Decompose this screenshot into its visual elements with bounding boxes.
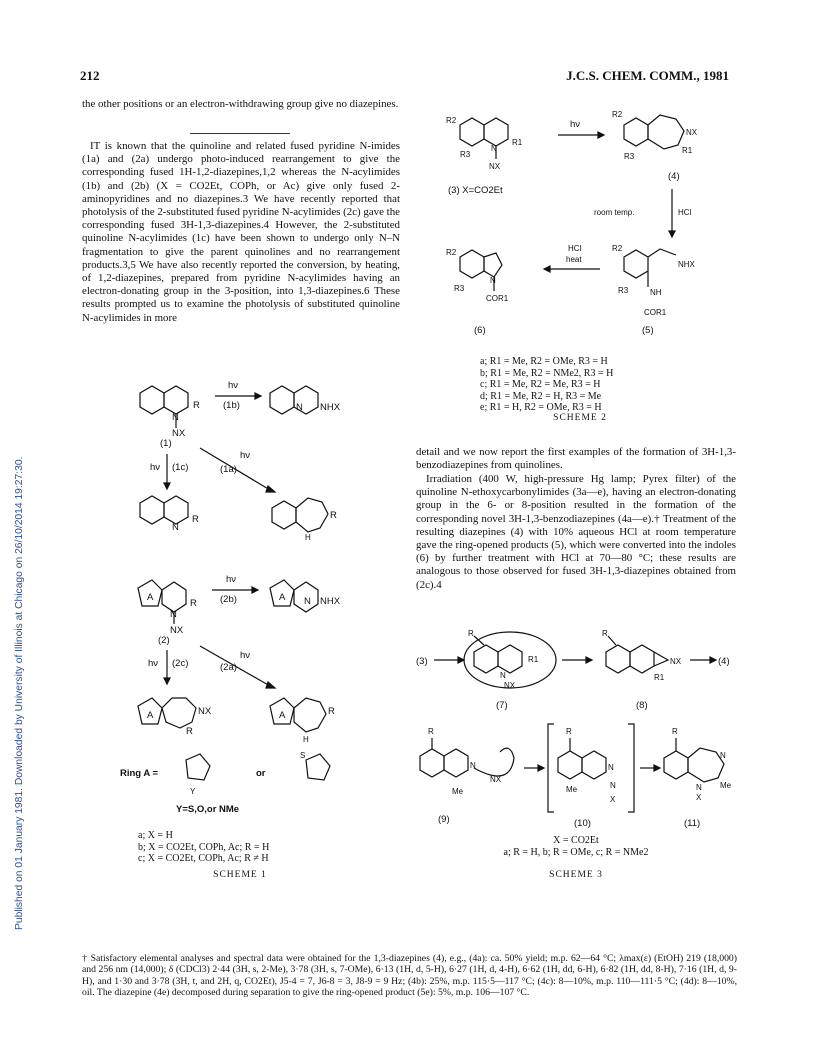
r3-label: R3 [460, 150, 471, 159]
n-atom-label: N [500, 671, 506, 680]
ring-a-label: A [147, 592, 154, 603]
nx-label: NX [504, 681, 516, 690]
hcl-label: HCl [568, 244, 582, 253]
ring-a-definition: Ring A = [120, 768, 159, 779]
compound-2-label: (2) [158, 635, 170, 646]
compound-4-label: (4) [668, 171, 680, 182]
nhx-label: NHX [320, 402, 341, 413]
r-substituent-label: R [566, 727, 572, 736]
n-atom-label: N [170, 609, 177, 620]
nh-label: NH [650, 288, 662, 297]
compound-5 [612, 244, 696, 336]
nx-label: NX [198, 706, 212, 717]
compound-3-ref: (3) [416, 656, 428, 667]
arrowhead-icon [266, 486, 275, 492]
or-label: or [256, 768, 266, 779]
results-paragraph-1: detail and we now report the first examples of the formation of 3H-1,3-benzodiazepines from quinolines. [416, 446, 736, 472]
compound-3 [446, 116, 523, 196]
nhx-label: NHX [320, 596, 341, 607]
n-atom-label: N [720, 751, 726, 760]
arrowhead-icon [538, 765, 544, 771]
cor1-label: COR1 [486, 294, 509, 303]
nx-label: NX [686, 128, 698, 137]
page-number: 212 [80, 68, 100, 83]
nhx-label: NHX [678, 260, 695, 269]
nx-label: NX [670, 657, 682, 666]
scheme2-legend-e: e; R1 = H, R2 = OMe, R3 = H [480, 402, 602, 413]
scheme1-caption: SCHEME 1 [213, 870, 267, 880]
compound-11-label: (11) [684, 818, 701, 829]
reaction-1c-label: (1c) [172, 462, 189, 473]
y-definition: Y=S,O,or NMe [176, 804, 240, 815]
r3-label: R3 [624, 152, 635, 161]
arrowhead-icon [164, 483, 170, 489]
methyl-label: Me [566, 785, 578, 794]
r1-label: R1 [512, 138, 523, 147]
scheme3-legend [416, 835, 736, 858]
quinoline-product [140, 496, 199, 533]
journal-header: J.C.S. CHEM. COMM., 1981 [566, 68, 729, 83]
scheme2-figure [440, 105, 740, 350]
fused-aminopyridine-product [270, 580, 341, 612]
arrowhead-icon [710, 657, 716, 663]
n-atom-label: N [470, 761, 476, 770]
arrowhead-icon [458, 657, 464, 663]
compound-1 [140, 386, 200, 449]
intermediate-10 [548, 724, 634, 829]
nx-label: NX [172, 428, 186, 439]
r-substituent-label: R [428, 727, 434, 736]
arrowhead-icon [252, 587, 258, 593]
intermediate-7-label: (7) [496, 700, 508, 711]
compound-5-label: (5) [642, 325, 654, 336]
hv-label: hν [226, 574, 237, 585]
scheme2-legend-d: d; R1 = Me, R2 = H, R3 = Me [480, 390, 602, 402]
intermediate-7 [464, 629, 556, 711]
aminoquinoline-product [270, 386, 341, 414]
intermediate-8-label: (8) [636, 700, 648, 711]
room-temp-label: room temp. [594, 208, 635, 217]
fused-diazepine-1h-product [270, 698, 335, 744]
hv-label: hν [240, 650, 251, 661]
h-atom-label: H [303, 735, 309, 744]
reaction-2c-label: (2c) [172, 658, 189, 669]
scheme1-legend-b: b; X = CO2Et, COPh, Ac; R = H [138, 841, 270, 853]
scheme1-legend [138, 830, 269, 865]
reaction-2a-label: (2a) [220, 662, 237, 673]
arrowhead-icon [255, 393, 261, 399]
scheme2-legend [480, 356, 613, 414]
nx-label: NX [489, 162, 501, 171]
n-atom-label: N [491, 144, 497, 153]
r3-label: R3 [454, 284, 465, 293]
ring-a-label: A [147, 710, 154, 721]
ring-a-label: A [279, 592, 286, 603]
arrowhead-icon [669, 231, 675, 237]
n-atom-label: N [304, 596, 311, 607]
scheme3-legend-x: X = CO2Et [553, 835, 599, 846]
r-substituent-label: R [193, 400, 200, 411]
thiophene-ring [300, 751, 330, 780]
r-substituent-label: R [190, 598, 197, 609]
heat-label: heat [566, 255, 582, 264]
arrowhead-icon [544, 266, 550, 272]
n-atom-label: N [490, 276, 496, 285]
scheme2-caption: SCHEME 2 [553, 413, 607, 423]
hv-label: hν [148, 658, 159, 669]
scheme3-legend-r: a; R = H, b; R = OMe, c; R = NMe2 [503, 846, 649, 858]
reaction-1b-label: (1b) [223, 400, 240, 411]
heteroaryl-ring-y [186, 754, 210, 796]
section-divider [190, 133, 290, 134]
intro-body: IT is known that the quinoline and related fused pyridine N-imides (1a) and (2a) undergo photo-induced rearrangement to give the corresponding fused 1H-1,2-diazepines,1,2 whereas the N-acylimides (1b) and (2b) (X = CO2Et, COPh, or Ac) give only fused 2-aminopyridines and no diazepines.3 We have recently reported that photolysis of the 2-substituted fused pyridine N-acylimides (2c) gave the corresponding fused 3H-1,3-diazepines.4 However, the 2-substituted quinoline N-acylimides (1c) have been shown to undergo only N–N fragmentation to give the parent quinolines and no rearrangement products.3,5 We have also recently reported the conversion, by heating, of 1,2-diazepines, prepared from pyridine N-acylimides having an electron-donating group in the 3-position, into 1,3-diazepines.6 These results prompted us to examine the photolysis of substituted quinoline N-acylimides in more [82, 140, 400, 324]
scheme3-figure [414, 628, 744, 843]
arrowhead-icon [586, 657, 592, 663]
scheme1-legend-c: c; X = CO2Et, COPh, Ac; R ≠ H [138, 853, 269, 864]
intermediate-8 [602, 629, 682, 711]
r1-label: R1 [654, 673, 665, 682]
methyl-label: Me [452, 787, 464, 796]
n-atom-label: N [172, 522, 179, 533]
r-substituent-label: R [192, 514, 199, 525]
hv-label: hν [150, 462, 161, 473]
compound-11 [664, 727, 732, 829]
s-atom-label: S [300, 751, 306, 760]
n-atom-label: N [610, 781, 616, 790]
nx-label: NX [490, 775, 502, 784]
compound-6 [446, 248, 509, 336]
hv-label: hν [228, 380, 239, 391]
compound-1-label: (1) [160, 438, 172, 449]
x-label: X [610, 795, 616, 804]
fused-diazepine-3h-product [138, 698, 212, 737]
compound-9 [420, 727, 514, 825]
intermediate-10-label: (10) [574, 818, 591, 829]
n-atom-label: N [608, 763, 614, 772]
r2-label: R2 [446, 248, 457, 257]
r-substituent-label: R [602, 629, 608, 638]
r2-label: R2 [446, 116, 457, 125]
r3-label: R3 [618, 286, 629, 295]
carryover-text: the other positions or an electron-withdrawing group give no diazepines. [82, 98, 399, 110]
arrowhead-icon [598, 132, 604, 138]
hv-label: hν [570, 119, 581, 130]
cor1-label: COR1 [644, 308, 667, 317]
scheme1-figure [120, 368, 410, 818]
download-stamp-text: Published on 01 January 1981. Downloaded by University of Illinois at Chicago on 26/10/2014 19:27:30. [14, 456, 25, 930]
r-substituent-label: R [330, 510, 337, 521]
arrowhead-icon [654, 765, 660, 771]
n-atom-label: N [296, 402, 303, 413]
h-atom-label: H [305, 533, 311, 542]
r-substituent-label: R [328, 706, 335, 717]
hv-label: hν [240, 450, 251, 461]
r1-label: R1 [528, 655, 539, 664]
r1-label: R1 [682, 146, 693, 155]
ring-a-label: A [279, 710, 286, 721]
compound-6-label: (6) [474, 325, 486, 336]
r2-label: R2 [612, 110, 623, 119]
arrowhead-icon [266, 682, 275, 688]
r-substituent-label: R [672, 727, 678, 736]
compound-9-label: (9) [438, 814, 450, 825]
n-atom-label: N [172, 412, 179, 423]
benzodiazepine-1h-product [272, 498, 337, 542]
scheme1-legend-a: a; X = H [138, 830, 173, 841]
reaction-2b-label: (2b) [220, 594, 237, 605]
n-atom-label: N [696, 783, 702, 792]
scheme2-legend-a: a; R1 = Me, R2 = OMe, R3 = H [480, 356, 608, 367]
scheme3-caption: SCHEME 3 [549, 870, 603, 880]
r-substituent-label: R [186, 726, 193, 737]
download-stamp [2, 120, 25, 940]
r2-label: R2 [612, 244, 623, 253]
nx-label: NX [170, 625, 184, 636]
methyl-label: Me [720, 781, 732, 790]
intro-paragraph [82, 140, 400, 325]
y-atom-label: Y [190, 787, 196, 796]
hcl-label: HCl [678, 208, 692, 217]
x-label: X [696, 793, 702, 802]
scheme2-legend-c: c; R1 = Me, R2 = Me, R3 = H [480, 379, 601, 390]
compound-4 [612, 110, 698, 182]
results-paragraph-2: Irradiation (400 W, high-pressure Hg lamp; Pyrex filter) of the quinoline N-ethoxycarbonylimides (3a—e), having an electron-donating group in the 6- or 8-position resulted in the formation of the corresponding novel 3H-1,3-benzodiazepines (4a—e).† Treatment of the resulting diazepines (4) with 10% aqueous HCl at room temperature gave the ring-opened products (5), which were converted into the indoles (6) by further treatment with HCl at 70—80 °C; these results are analogous to those observed for fused 3H-1,3-diazepines obtained from (2c).4 [416, 473, 736, 591]
reaction-1a-label: (1a) [220, 464, 237, 475]
compound-4-ref: (4) [718, 656, 730, 667]
footnote: † Satisfactory elemental analyses and spectral data were obtained for the 1,3-diazepines (4), e.g., (4a): ca. 50% yield; m.p. 62—64 °C; λmax(ε) (EtOH) 219 (18,000) and 256 nm (14,000); δ (CDCl3) 2·44 (3H, s, 2-Me), 3·78 (3H, s, 7-OMe), 6·13 (1H, d, 5-H), 6·27 (1H, d, 4-H), 6·62 (1H, dd, 6-H), 6·82 (1H, dd, 8-H), 7·16 (1H, d, 9-H), and 1·30 and 3·78 (3H, t, and 2H, q, CO2Et), J5-4 = 7, J6-8 = 3, J8-9 = 9 Hz; (4b): 25%, m.p. 115·5—117 °C; (4c): 8—10%, m.p. 110—111·5 °C; (4d): 8—10%, oil. The diazepine (4e) decomposed during separation to give the ring-opened product (5e): 5%, m.p. 106—107 °C. [82, 953, 737, 998]
arrowhead-icon [164, 678, 170, 684]
scheme2-legend-b: b; R1 = Me, R2 = NMe2, R3 = H [480, 367, 614, 379]
compound-2 [138, 580, 197, 646]
r-substituent-label: R [468, 629, 474, 638]
compound-3-label: (3) X=CO2Et [448, 185, 503, 196]
